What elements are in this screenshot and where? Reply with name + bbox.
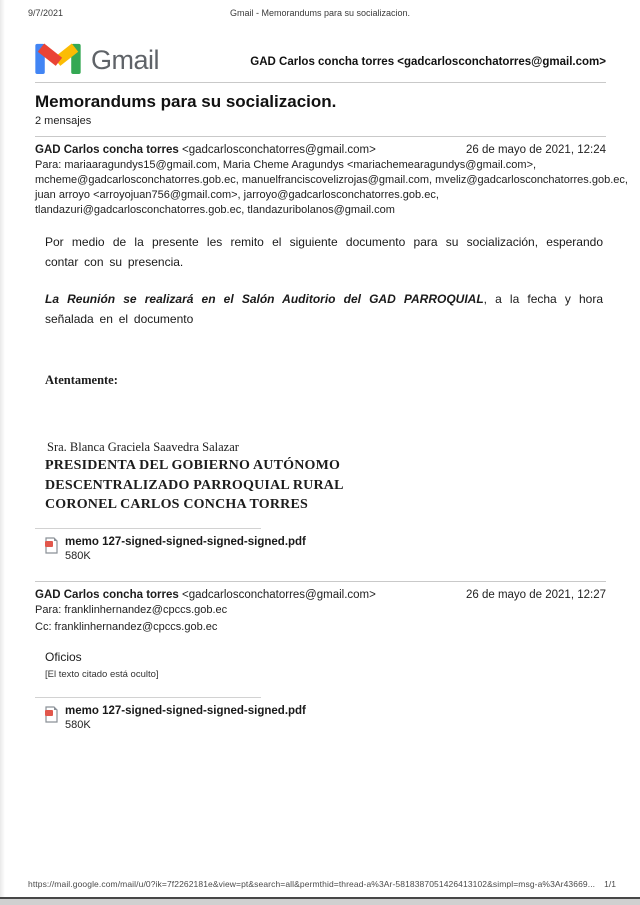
gmail-logo-text: Gmail [91,44,160,75]
signature-block [45,438,603,515]
message-1-from [35,144,376,156]
scan-edge [0,0,5,905]
emphasized-text: La Reunión se realizará en el Salón Auditorio del GAD PARROQUIAL [45,292,484,306]
signature-title-line: CORONEL CARLOS CONCHA TORRES [45,497,308,512]
account-identity: GAD Carlos concha torres <gadcarlosconchatorres@gmail.com> [250,56,606,68]
gmail-logo [35,41,159,80]
message-2-from [35,589,376,601]
message-2-recipient: Para: franklinhernandez@cpccs.gob.ec [35,603,228,616]
message-divider [35,581,606,582]
message-count: 2 mensajes [35,115,92,127]
plain-text: , a la fecha y hora señalada en el documento [45,292,604,326]
recipients-line: Para: mariaaragundys15@gmail.com, Maria Cheme Aragundys <mariachemearagundys@gmail.com>, [35,159,537,171]
message-2 [35,589,606,731]
attachment-1 [45,536,606,562]
recipients-line: tlandazuri@gadcarlosconchatorres.gob.ec, tlandazuribolanos@gmail.com [35,204,395,216]
sender-name: GAD Carlos concha torres [35,588,179,601]
sender-name: GAD Carlos concha torres [35,144,179,156]
thread-subject: Memorandums para su socializacion. [35,92,337,111]
body-paragraph-emphasis [45,289,603,329]
attachment-divider [35,528,261,529]
scan-page-edge [0,897,640,905]
message-1-date: 26 de mayo de 2021, 12:24 [465,144,606,156]
sender-email: <gadcarlosconchatorres@gmail.com> [182,588,376,601]
message-2-date: 26 de mayo de 2021, 12:27 [465,588,606,601]
sender-email: <gadcarlosconchatorres@gmail.com> [182,144,376,156]
message-1-body [45,232,603,515]
quoted-text-hidden-note: [El texto citado está oculto] [45,668,159,680]
message-1-header [35,144,606,156]
attachment-divider [35,697,261,698]
print-header [28,8,612,20]
signature-title-line: PRESIDENTA DEL GOBIERNO AUTÓNOMO [45,458,341,473]
signature-name: Sra. Blanca Graciela Saavedra Salazar [47,440,239,454]
message-1 [35,144,628,562]
attachment-filename: memo 127-signed-signed-signed-signed.pdf [65,535,306,548]
print-title: Gmail - Memorandums para su socializacion. [229,8,411,18]
message-2-header [35,589,606,601]
attachment-filesize: 580K [65,718,91,731]
recipients-line: mcheme@gadcarlosconchatorres.gob.ec, manuelfranciscovelizrojas@gmail.com, mveliz@gadcarlosconchatorres.gob.ec, [35,174,628,186]
header-divider [35,82,606,83]
pdf-file-icon [45,537,58,559]
attachment-2 [45,705,606,731]
signature-title-line: DESCENTRALIZADO PARROQUIAL RURAL [45,477,344,493]
page-content [35,38,628,731]
print-page-indicator: 1/1 [604,879,616,889]
recipients-line: juan arroyo <arroyojuan756@gmail.com>, jarroyo@gadcarlosconchatorres.gob.ec, [35,189,439,201]
message-2-cc: Cc: franklinhernandez@cpccs.gob.ec [35,620,218,633]
subject-divider [35,136,606,137]
message-1-recipients [35,158,628,218]
attachment-filename: memo 127-signed-signed-signed-signed.pdf [65,704,306,717]
attachment-2-info [65,705,306,731]
print-footer [28,879,616,889]
print-footer-url: https://mail.google.com/mail/u/0?ik=7f2262181e&view=pt&search=all&permthid=thread-a%3Ar-5818387051426413102&simpl=msg-a%3Ar43669... [28,879,596,889]
attachment-1-info [65,536,306,562]
print-date: 9/7/2021 [28,8,64,18]
gmail-header-row [35,38,606,82]
attachment-filesize: 580K [65,549,91,562]
message-2-body: Oficios [45,649,82,664]
gmail-m-icon [35,41,81,80]
body-paragraph: Por medio de la presente les remito el siguiente documento para su socialización, esperando contar con su presencia. [45,235,603,269]
pdf-file-icon [45,706,58,728]
closing-salutation: Atentamente: [45,373,118,387]
